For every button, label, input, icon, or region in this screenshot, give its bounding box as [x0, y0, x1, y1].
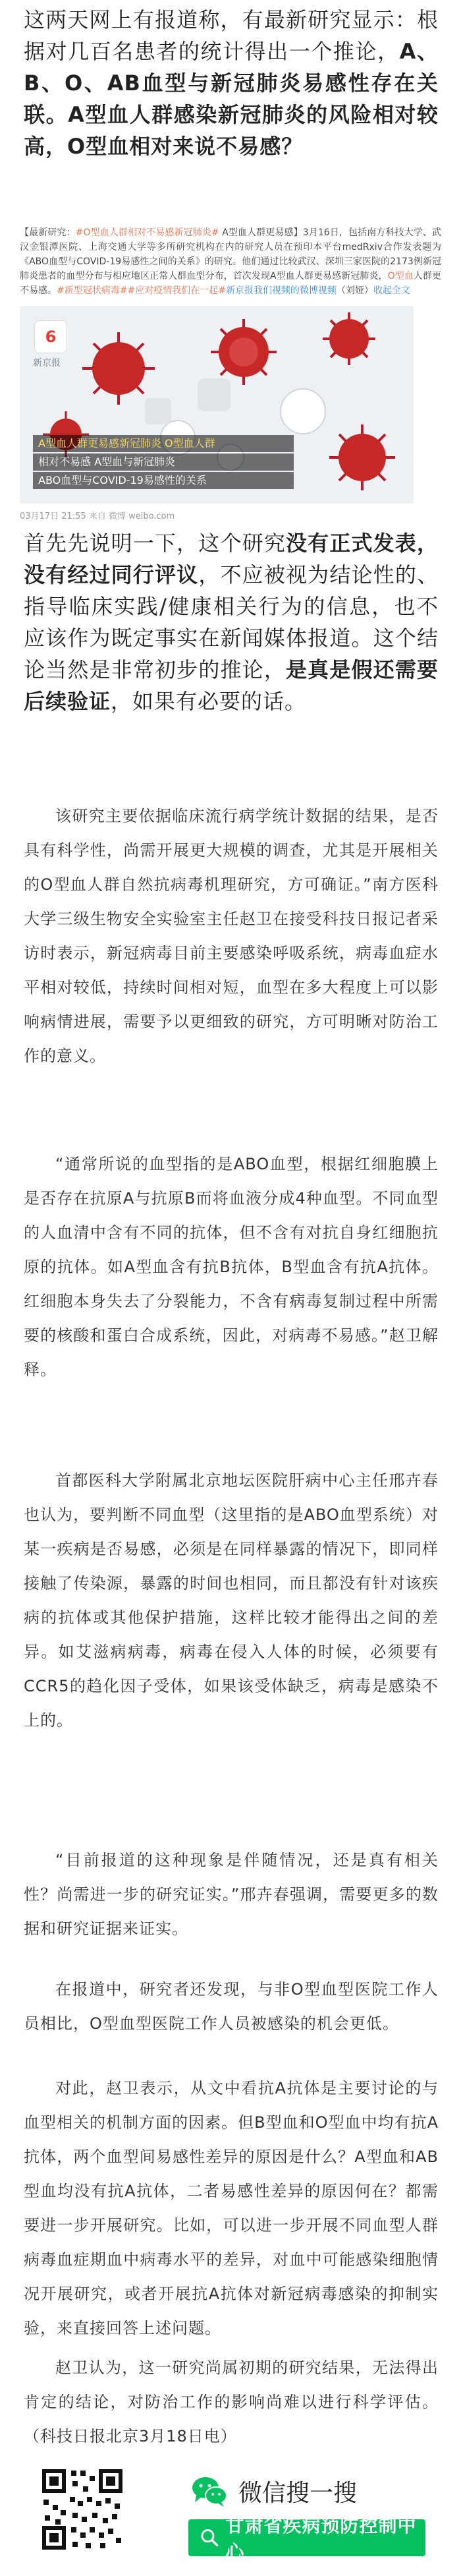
article-paragraph-3: 首都医科大学附属北京地坛医院肝病中心主任邢卉春也认为，要判断不同血型（这里指的是ABO血型系统）对某一疾病是否易感，必须是在同样暴露的情况下，即同样接触了传染源，暴露的时间也相同，而且都没有针对该疾病的抗体或其他保护措施，这样比较才能得出之间的差异。如艾滋病病毒，病毒在侵入人体的时候，必须要有CCR5的趋化因子受体，如果该受体缺乏，病毒是感染不上的。	[24, 1471, 439, 1730]
weibo-video-thumbnail[interactable]	[20, 306, 414, 504]
weibo-body-text: A型血人群更易感】3月16日，包括南方科技大学、武汉金银潭医院、上海交通大学等多所研究机构在内的研究人员在预印本平台medRxiv合作发表题为《ABO血型与COVID-19易感性之间的关系》的研究。他们通过比较武汉、深圳三家医院的2173例新冠肺炎患者的血型分布与相应地区正常人群血型分布，首次发现A型血人群更易感新冠肺炎，	[20, 227, 442, 281]
video-caption-3: ABO血型与COVID-19易感性的关系	[33, 472, 294, 489]
hashtag-together[interactable]: #应对疫情我们在一起#	[127, 285, 226, 296]
wechat-search-button[interactable]	[188, 2515, 425, 2563]
weibo-author: （刘娅）	[336, 285, 373, 296]
wechat-search-header	[191, 2474, 357, 2508]
intro-bold-text: A、B、O、AB血型与新冠肺炎易感性存在关联。A型血人群感染新冠肺炎的风险相对较高，O型血相对来说不易感？	[24, 39, 439, 159]
weibo-embed	[20, 225, 441, 521]
qr-code[interactable]	[40, 2467, 125, 2552]
article-paragraph-6: 对此，赵卫表示，从文中看抗A抗体是主要讨论的与血型相关的机制方面的因素。但B型血和O型血中均有抗A抗体，两个血型间易感性差异的原因是什么？A型血和AB型血均没有抗A抗体，二者易感性差异的原因何在？都需要进一步开展研究。比如，可以进一步开展不同血型人群病毒血症期血中病毒水平的差异，对血中可能感染细胞情况开展研究，或者开展抗A抗体对新冠病毒感染的抑制实验，来直接回答上述问题。	[24, 2079, 439, 2337]
hashtag-coronavirus[interactable]: #新型冠状病毒#	[57, 285, 128, 296]
weibo-video-link[interactable]: 新京报我们视频的微博视频	[225, 285, 337, 296]
wechat-search-title: 微信搜一搜	[238, 2480, 358, 2507]
search-icon	[200, 2528, 219, 2548]
collapse-text-link[interactable]: 收起全文	[373, 285, 410, 296]
wechat-icon	[191, 2476, 228, 2507]
weibo-post-text	[20, 225, 441, 298]
article-paragraph-1: 该研究主要依据临床流行病学统计数据的结果，是否具有科学性，尚需开展更大规模的调查，尤其是开展相关的O型血人群自然抗病毒机理研究，方可确证。”南方医科大学三级生物安全实验室主任赵卫在接受科技日报记者采访时表示，新冠病毒目前主要感染呼吸系统，病毒血症水平相对较低，持续时间相对短，血型在多大程度上可以影响病情进展，需要予以更细致的研究，方可明晰对防治工作的意义。	[24, 807, 439, 1065]
qr-code-icon	[40, 2467, 125, 2552]
weibo-post-meta: 03月17日 21:55 来自 微博 weibo.com	[20, 512, 175, 521]
weibo-heading: 【最新研究：	[20, 227, 76, 238]
article-paragraph-5: 在报道中，研究者还发现，与非O型血型医院工作人员相比，O型血型医院工作人员被感染的机会更低。	[24, 1980, 439, 2033]
intro-text: 这两天网上有报道称，有最新研究显示：根据对几百名患者的统计得出一个推论，	[24, 7, 439, 64]
intro-note-paragraph: 首先先说明一下，这个研究没有正式发表，没有经过同行评议，不应被视为结论性的、指导临床实践/健康相关行为的信息，也不应该作为既定事实在新闻媒体报道。这个结论当然是非常初步的推论，是真是假还需要后续验证，如果有必要的话。	[24, 531, 439, 714]
video-caption-2: 相对不易感 A型血与新冠肺炎	[33, 454, 294, 471]
article-paragraph-4: “目前报道的这种现象是伴随情况，还是真有相关性？尚需进一步的研究证实。”邢卉春强调，需要更多的数据和研究证据来证实。	[24, 1851, 439, 1938]
footer	[40, 2467, 435, 2563]
article-paragraph-7: 赵卫认为，这一研究尚属初期的研究结果，无法得出肯定的结论，对防治工作的影响尚难以进行科学评估。（科技日报北京3月18日电）	[24, 2358, 439, 2445]
hashtag-blood-type[interactable]: #O型血人群相对不易感新冠肺炎#	[75, 227, 219, 238]
hashtag-o-type[interactable]: O型血	[387, 271, 414, 281]
search-term-label: 甘肃省疾病预防控制中心	[225, 2515, 417, 2563]
article-paragraph-2: “通常所说的血型指的是ABO血型，根据红细胞膜上是否存在抗原A与抗原B而将血液分成4种血型。不同血型的人血清中含有不同的抗体，但不含有对抗自身红细胞抗原的抗体。如A型血含有抗B抗体，B型血含有抗A抗体。红细胞本身失去了分裂能力，不含有病毒复制过程中所需要的核酸和蛋白合成系统，因此，对病毒不易感。”赵卫解释。	[24, 1155, 439, 1379]
weibo-body-text-2: 人群更不易感。	[20, 271, 441, 296]
xinjingbao-label: 新京报	[33, 358, 61, 368]
video-caption-1: A型血人群更易感新冠肺炎 O型血人群	[33, 435, 294, 452]
intro-paragraph	[24, 4, 439, 162]
xinjingbao-logo: 6	[34, 320, 67, 353]
